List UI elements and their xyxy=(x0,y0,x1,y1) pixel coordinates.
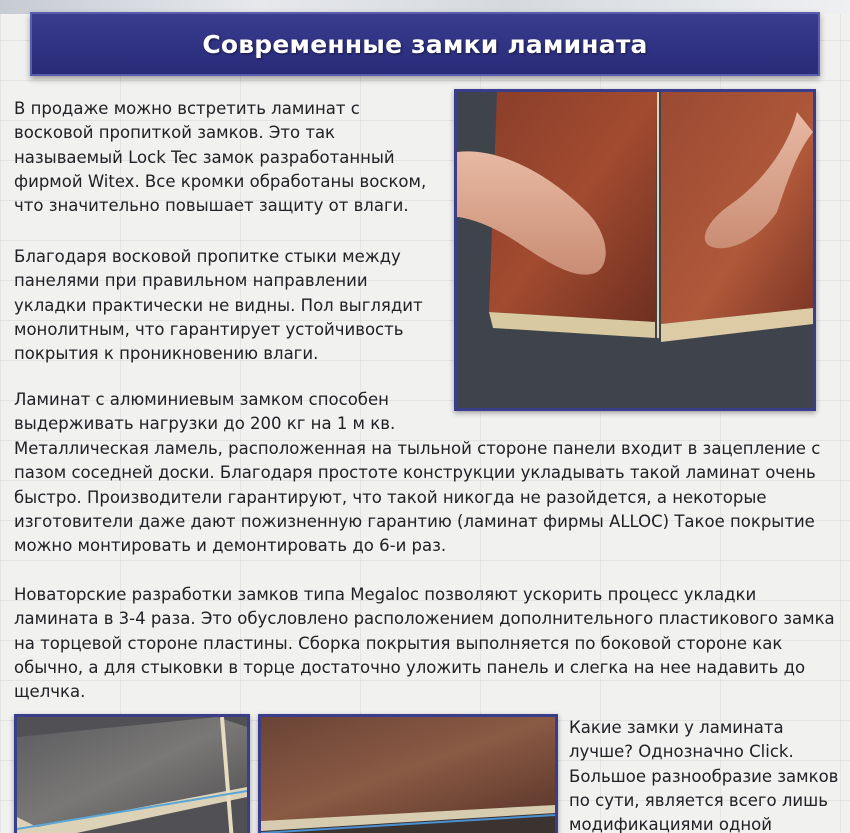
paragraph-aluminium-lock-intro: Ламинат с алюминиевым замком способен выдерживать нагрузки до 200 кг на 1 м кв. xyxy=(14,390,396,434)
title-banner xyxy=(30,12,820,76)
page-title: Современные замки ламината xyxy=(202,29,648,59)
paragraph-best-locks: Какие замки у ламината лучше? Однозначно Click. Большое разнообразие замков по сути, является всего лишь модификациями одной xyxy=(569,718,839,833)
laminate-joint-photo xyxy=(454,89,816,411)
paragraph-aluminium-lock: Металлическая ламель, расположенная на тыльной стороне панели входит в зацепление с пазом соседней доски. Благодаря простоте конструкции укладывать такой ламинат очень быстро. Производители гарантируют, что такой никогда не разойдется, а некоторые изготовители даже дают пожизненную гарантию (ламинат фирмы ALLOC) Такое покрытие можно монтировать и демонтировать до 6-и раз. xyxy=(14,439,821,556)
laminate-edge-photo-grey xyxy=(14,714,250,833)
paragraph-wax-impregnation: Благодаря восковой пропитке стыки между панелями при правильном направлении укладки практически не видны. Пол выглядит монолитным, что гарантирует устойчивость покрытия к проникновению влаги. xyxy=(14,247,423,364)
paragraph-lock-tec: В продаже можно встретить ламинат с восковой пропиткой замков. Это так называемый Lock Tec замок разработанный фирмой Witex. Все кромки обработаны воском, что значительно повышает защиту от влаги. xyxy=(14,99,427,216)
laminate-edge-photo-brown xyxy=(258,714,558,833)
paragraph-megaloc: Новаторские разработки замков типа Megaloc позволяют ускорить процесс укладки ламината в 3-4 раза. Это обусловлено расположением дополнительного пластикового замка на торцевой стороне пластины. Сборка покрытия выполняется по боковой стороне как обычно, а для стыковки в торце достаточно уложить панель и слегка на нее надавить до щелчка. xyxy=(14,585,835,702)
